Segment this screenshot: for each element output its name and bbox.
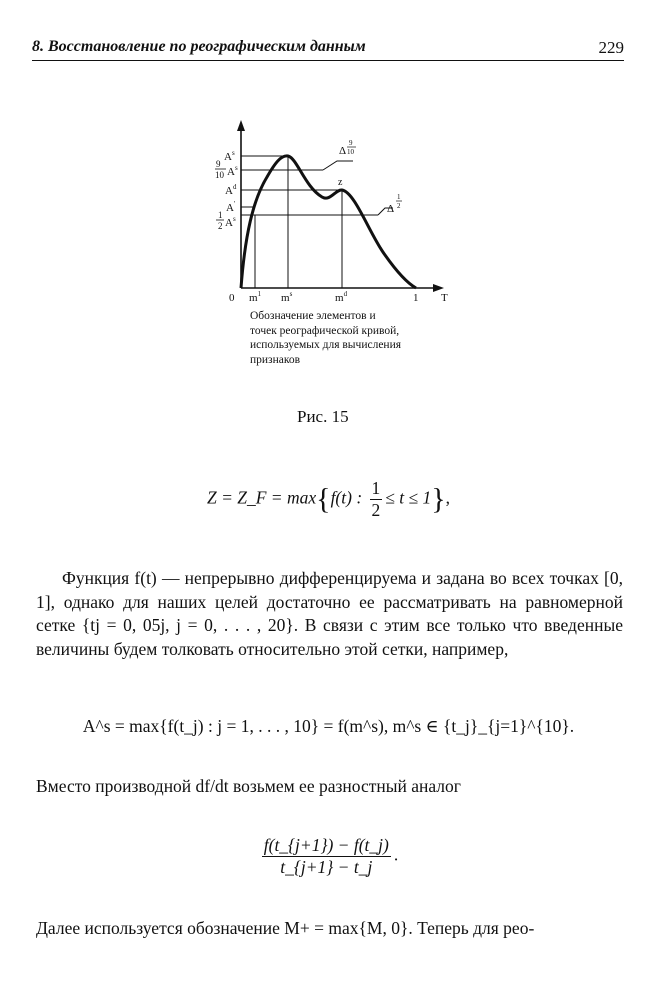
label-t-axis: T [441,292,448,304]
label-ad: $A^d$ [225,183,237,197]
equation-diff [0,835,657,878]
brace-open: { [316,482,331,516]
figure-label: Рис. 15 [297,407,349,426]
fraction-half-den: 2 [371,500,381,520]
brace-close: } [431,482,446,516]
svg-text:10: 10 [215,170,224,180]
svg-text:10: 10 [347,148,354,156]
svg-text:1: 1 [397,193,401,201]
section-title-text: Восстановление по реографическим данным [48,38,366,55]
equation-diff-end: . [393,844,399,865]
delta-9-10-leader [323,161,353,170]
rheographic-curve-figure [215,115,455,310]
fraction-half [370,478,383,521]
svg-text:9: 9 [349,139,353,147]
header-rule [32,60,624,61]
label-a-prime: A' [226,200,236,214]
label-md: $m^d$ [335,290,348,304]
section-number: 8. [32,38,44,55]
label-delta-9-10 [339,139,356,157]
y-axis-arrow [237,120,245,131]
page-number: 229 [598,38,624,57]
label-z: z [338,177,343,188]
label-as: $A^s$ [224,149,235,163]
equation-z-tail: ≤ t ≤ 1 [385,487,432,508]
svg-text:As: $A^s$ [225,215,236,229]
equation-z-lhs: Z = Z_F = max [206,487,317,508]
difference-fraction [262,835,391,878]
equation-z-body: f(t) : [330,487,363,508]
x-axis-arrow [433,284,444,292]
difference-denominator: t_{j+1} − t_j [262,856,391,878]
paragraph-derivative: Вместо производной df/dt возьмем ее разностный аналог [36,776,461,796]
section-title [32,38,366,56]
svg-text:2: 2 [397,202,401,210]
paragraph-notation: Далее используется обозначение M+ = max{M, 0}. Теперь для рео- [36,918,535,938]
svg-text:1: 1 [218,210,223,220]
figure-caption-text: Обозначение элементов и точек реографической кривой, используемых для вычисления признаков [250,310,402,366]
difference-numerator: f(t_{j+1}) − f(t_j) [263,835,389,855]
running-header [32,36,624,62]
label-origin: 0 [229,292,235,304]
equation-as: A^s = max{f(t_j) : j = 1, . . . , 10} = f(m^s), m^s ∈ {t_j}_{j=1}^{10}. [82,716,575,736]
equation-z [0,478,657,521]
label-one: 1 [413,292,419,304]
svg-text:Δ: Δ [339,145,347,157]
paragraph-function: Функция f(t) — непрерывно дифференцируема и задана во всех точках [0, 1], однако для наших целей достаточно ее рассматривать на равномерной сетке {tj = 0, 05j, j = 0, . . . , 20}. В связи с этим все только что введенные величины будем толковать относительно этой сетки, например, [36,568,623,659]
svg-text:2: 2 [218,221,223,231]
svg-text:9: 9 [216,159,221,169]
equation-z-end: , [445,487,451,508]
svg-text:Δ: Δ [387,203,395,215]
svg-text:As: $A^s$ [227,164,238,178]
label-delta-half [387,193,402,215]
rheographic-curve [241,156,416,288]
label-m1: $m^1$ [249,290,262,304]
fraction-half-num: 1 [371,478,381,498]
label-ms: $m^s$ [281,290,293,304]
